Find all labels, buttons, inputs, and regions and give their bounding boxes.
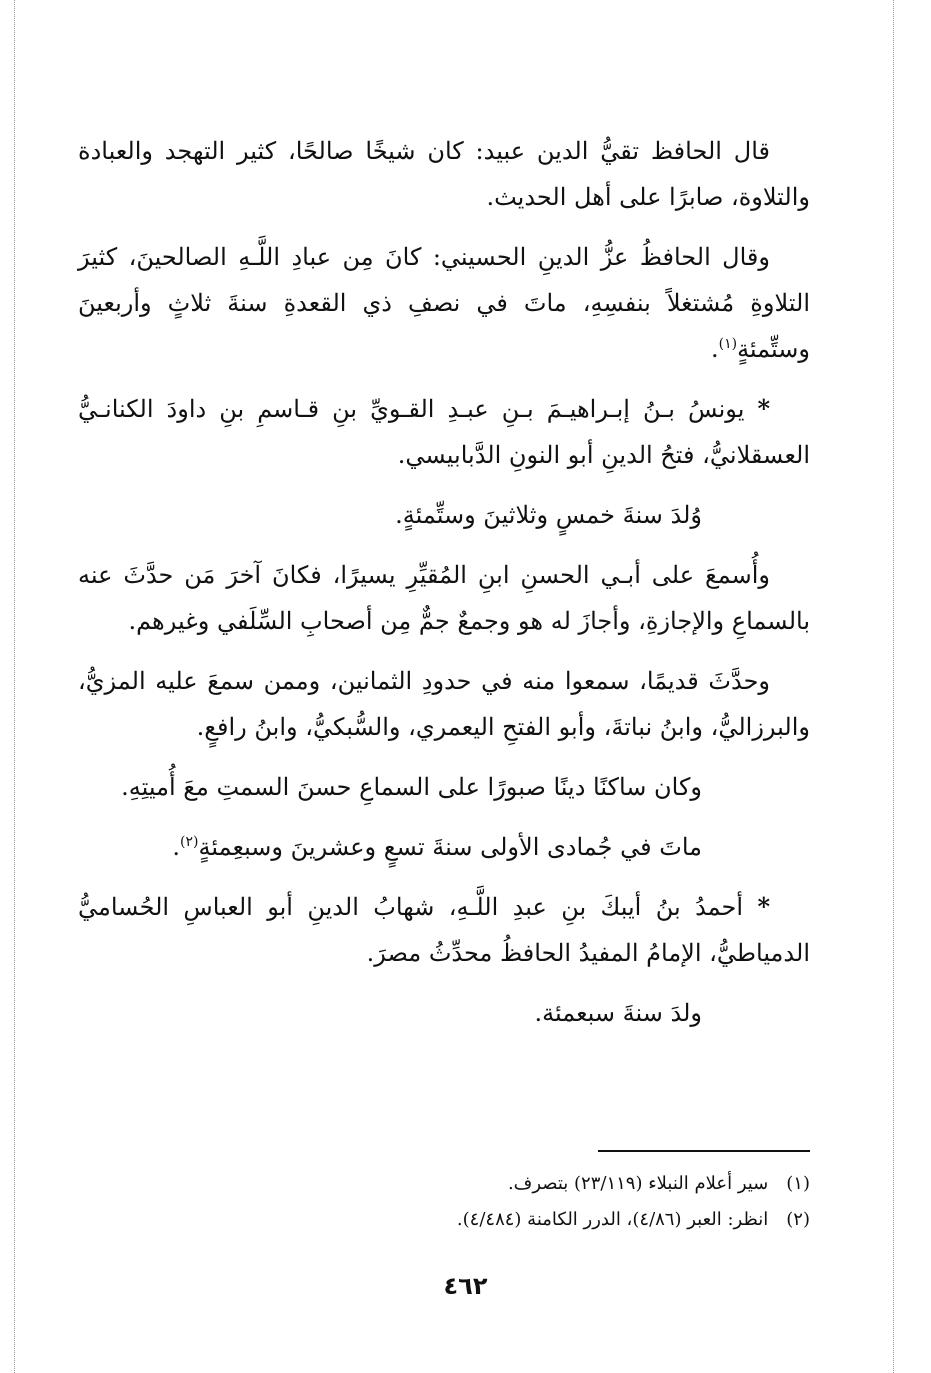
paragraph-2: وقال الحافظُ عزُّ الدينِ الحسيني: كانَ مِن عبادِ اللَّـهِ الصالحينَ، كثيرَ التلاوةِ مُشتغلاً بنفسِهِ، ماتَ في نصفِ ذي القعدةِ سنةَ ثلاثٍ وأربعينَ وستِّمئةٍ$^{(١)}$. (78, 243, 810, 363)
entry-yunus: * يونسُ بـنُ إبـراهيـمَ بـنِ عبـدِ القـويِّ بنِ قـاسمِ بنِ داودَ الكنانـيُّ العسقلانيُّ، فتحُ الدينِ أبو النونِ الدَّبابيسي. (78, 394, 810, 469)
paragraph-8: ماتَ في جُمادى الأولى سنةَ تسعٍ وعشرينَ وسبعِمئةٍ$^{(٢)}$. (172, 833, 702, 861)
footnote-text: سير أعلام النبلاء (٢٣/١١٩) بتصرف. (507, 1173, 769, 1194)
entry-marker: * (757, 892, 770, 921)
paragraph-4: وُلدَ سنةَ خمسٍ وثلاثينَ وستِّمئةٍ. (395, 501, 702, 529)
footnote-ref[interactable]: (٢) (180, 834, 199, 850)
paragraph-1: قال الحافظ تقيُّ الدين عبيد: كان شيخًا صالحًا، كثير التهجد والعبادة والتلاوة، صابرًا على أهل الحديث. (78, 137, 810, 211)
entry-marker: * (757, 394, 770, 423)
footnotes (78, 1166, 810, 1238)
left-margin-guide (14, 0, 15, 1373)
page-number: ٤٦٢ (443, 1272, 488, 1300)
footnote-number: (٢) (786, 1209, 810, 1230)
footnote-ref[interactable]: (١) (718, 336, 738, 352)
paragraph-10: ولدَ سنةَ سبعمئة. (534, 999, 702, 1027)
paragraph-7: وكان ساكنًا دينًا صبورًا على السماعِ حسنَ السمتِ معَ أُميتِهِ. (121, 773, 702, 801)
footnote-2 (78, 1202, 810, 1238)
paragraph-5: وأُسمعَ على أبـي الحسنِ ابنِ المُقيِّرِ يسيرًا، فكانَ آخرَ مَن حدَّثَ عنه بالسماعِ والإجازةِ، وأجازَ له هو وجمعٌ جمٌّ مِن أصحابِ السِّلَفي وغيرهم. (78, 561, 810, 635)
entry-ahmad: * أحمدُ بنُ أيبكَ بنِ عبدِ اللَّـهِ، شهابُ الدينِ أبو العباسِ الحُساميُّ الدمياطيُّ، الإمامُ المفيدُ الحافظُ محدِّثُ مصرَ. (78, 892, 810, 967)
footnote-number: (١) (786, 1173, 810, 1194)
right-margin-guide (893, 0, 894, 1373)
footnote-divider (598, 1150, 810, 1152)
paragraph-6: وحدَّثَ قديمًا، سمعوا منه في حدودِ الثمانين، وممن سمعَ عليه المزيُّ، والبرزاليُّ، وابنُ نباتةَ، وأبو الفتحِ اليعمري، والسُّبكيُّ، وابنُ رافعٍ. (78, 667, 810, 741)
footnote-text: انظر: العبر (٤/٨٦)، الدرر الكامنة (٤/٤٨٤). (456, 1209, 769, 1230)
page-body (78, 128, 810, 1036)
footnote-1 (78, 1166, 810, 1202)
